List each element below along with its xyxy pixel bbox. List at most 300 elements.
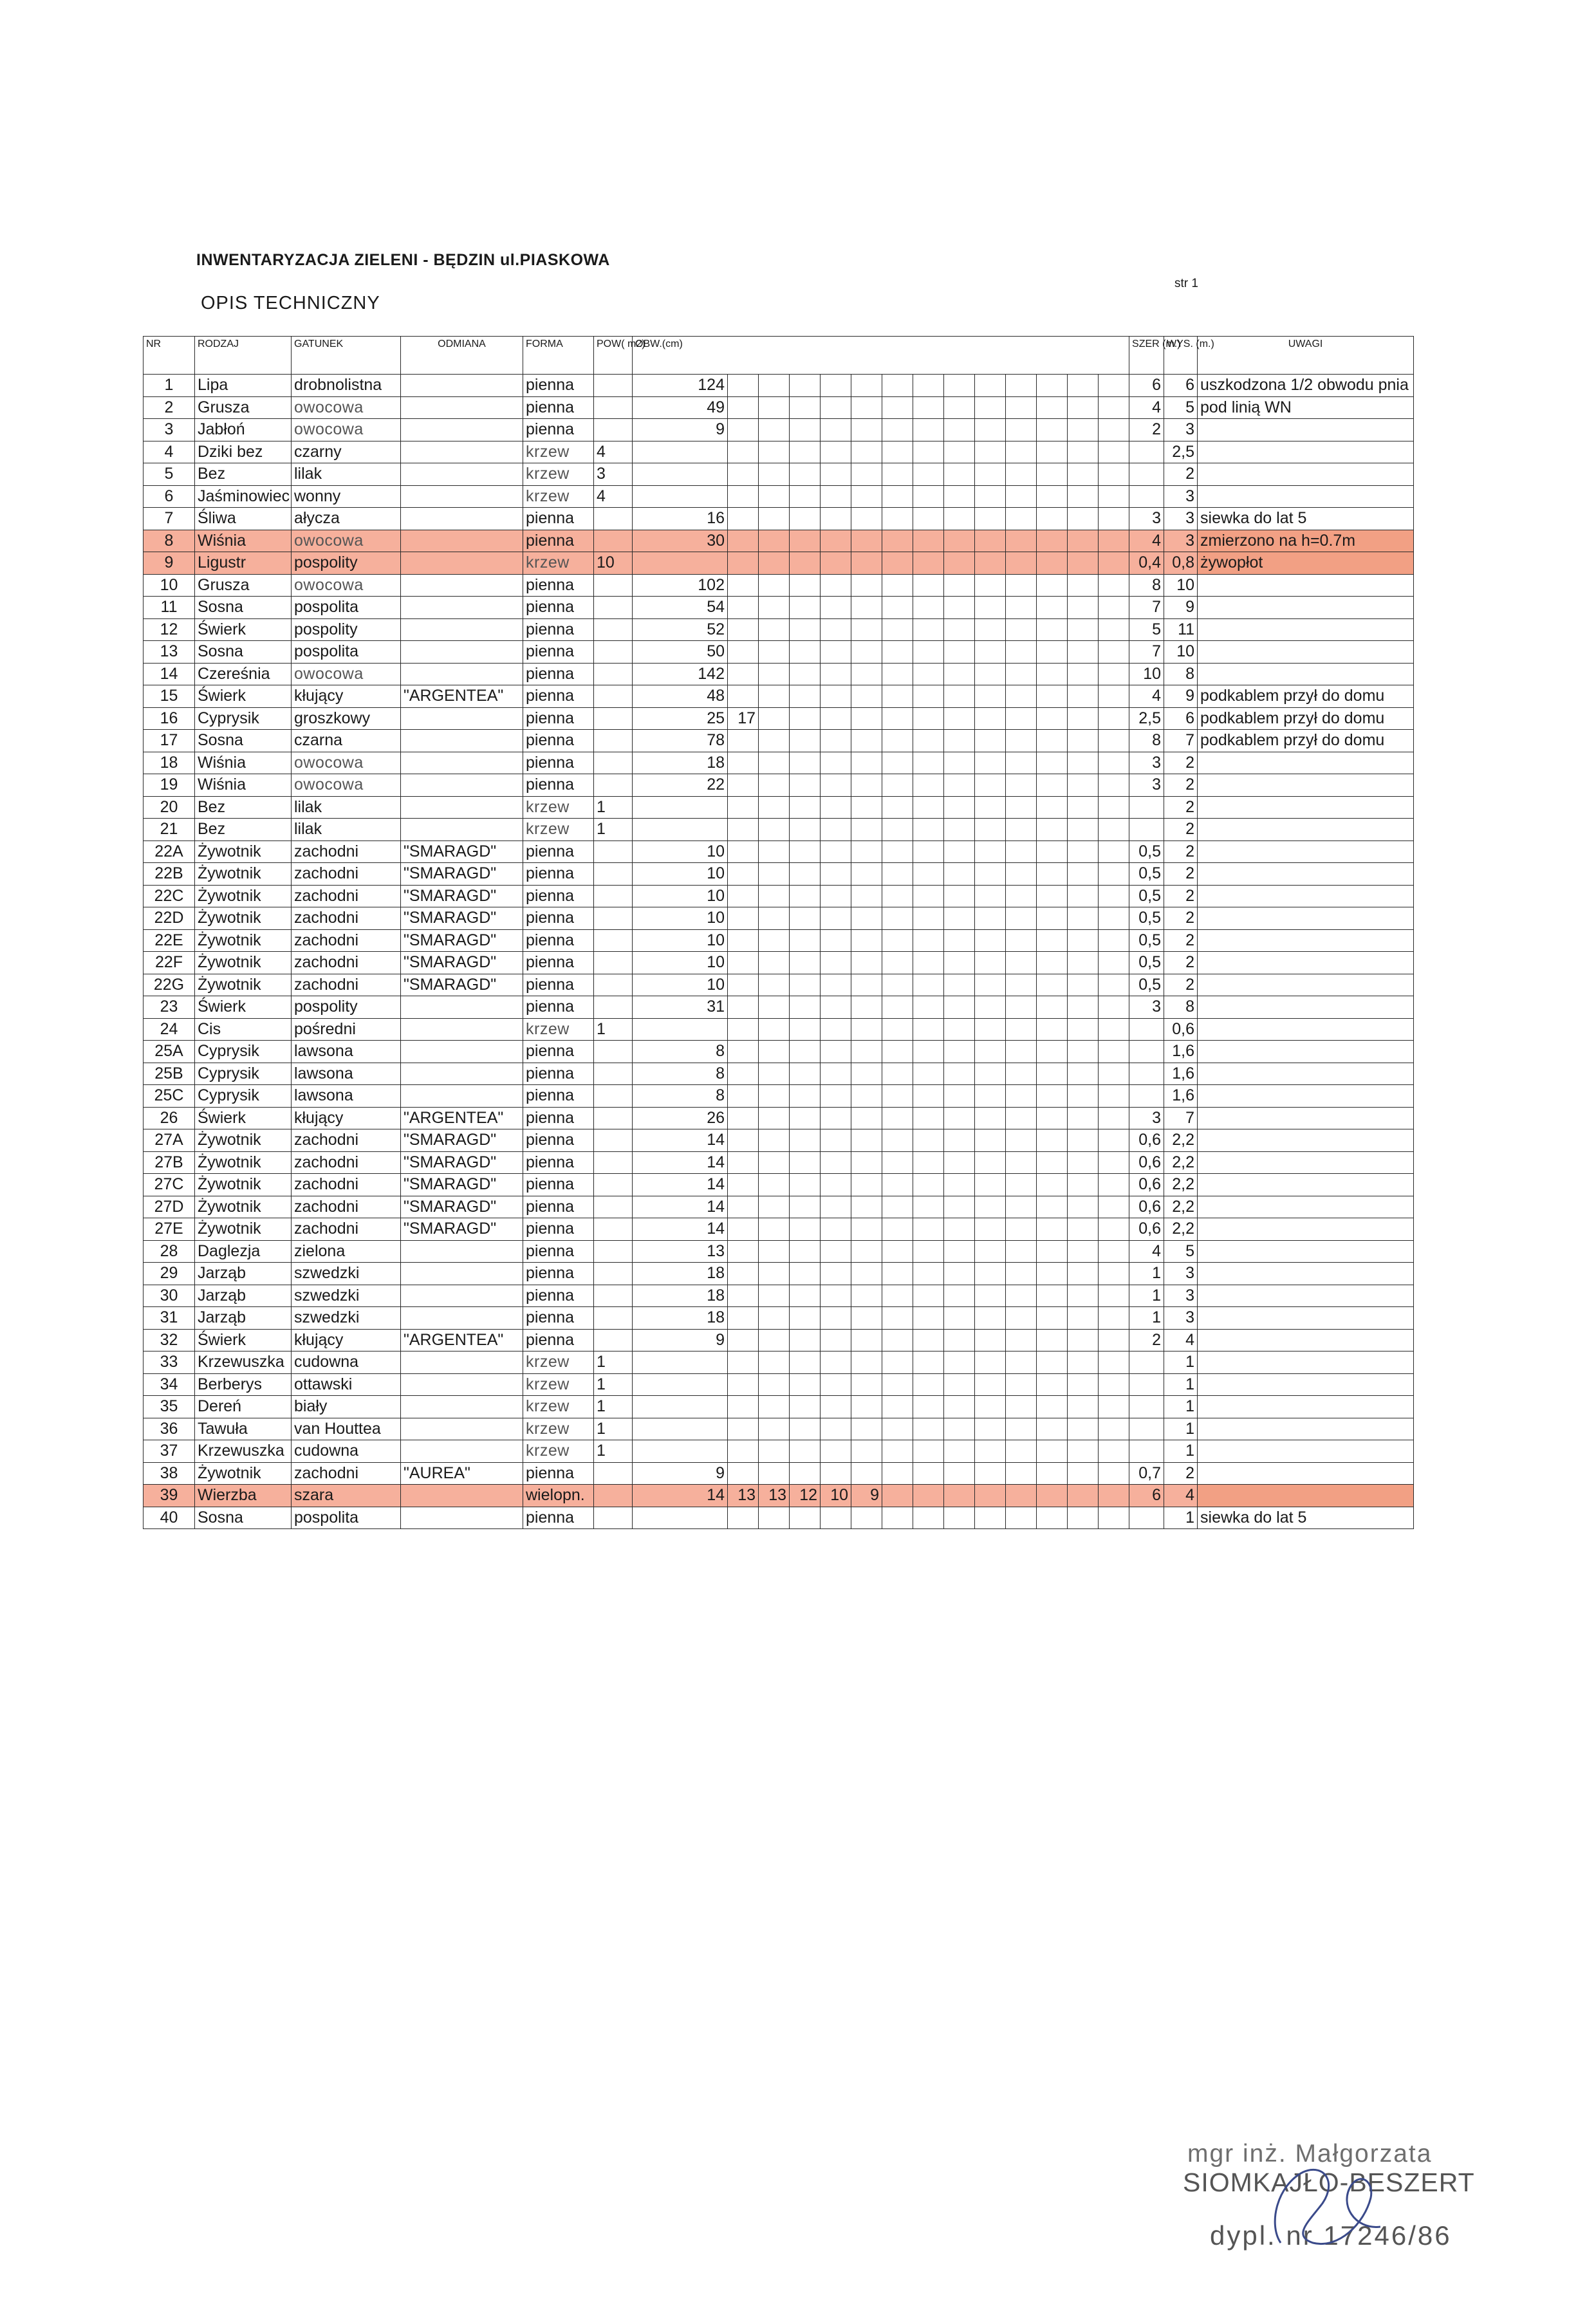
cell-szer: 0,5: [1129, 952, 1164, 974]
cell-forma: pienna: [523, 841, 594, 863]
cell-obw: [975, 1018, 1006, 1041]
cell-obw: [1037, 1018, 1068, 1041]
cell-obw: [944, 508, 975, 530]
cell-obw: [944, 574, 975, 597]
cell-szer: 4: [1129, 396, 1164, 419]
cell-obw: [1006, 885, 1037, 907]
table-row: [144, 752, 1414, 774]
cell-szer: 0,4: [1129, 552, 1164, 575]
cell-rodzaj: Sosna: [195, 1507, 292, 1529]
cell-obw: [1099, 1285, 1129, 1307]
cell-uwagi: [1198, 1018, 1414, 1041]
cell-wys: 3: [1164, 1285, 1198, 1307]
cell-obw: [944, 1240, 975, 1263]
cell-obw: [821, 530, 851, 552]
cell-pow: [594, 1151, 633, 1174]
cell-obw: [1006, 841, 1037, 863]
cell-forma: pienna: [523, 1307, 594, 1330]
cell-obw: [821, 752, 851, 774]
cell-obw: [944, 663, 975, 685]
cell-szer: 0,5: [1129, 929, 1164, 952]
cell-obw: [821, 1041, 851, 1063]
table-row: [144, 707, 1414, 730]
cell-obw: [790, 1373, 821, 1396]
cell-obw: [1068, 1507, 1099, 1529]
cell-szer: 0,6: [1129, 1174, 1164, 1196]
cell-wys: 2,2: [1164, 1151, 1198, 1174]
cell-obw: [944, 1129, 975, 1152]
cell-obw: [728, 552, 759, 575]
cell-obw: [1037, 1329, 1068, 1351]
cell-rodzaj: Cyprysik: [195, 1041, 292, 1063]
cell-pow: [594, 618, 633, 641]
cell-uwagi: podkablem przył do domu: [1198, 685, 1414, 708]
cell-obw: [1099, 375, 1129, 397]
cell-obw: [759, 1329, 790, 1351]
cell-obw: [944, 1085, 975, 1108]
cell-obw: [913, 1351, 944, 1374]
cell-obw: [913, 1485, 944, 1507]
cell-obw: [944, 396, 975, 419]
cell-obw: [1068, 508, 1099, 530]
cell-obw: [728, 841, 759, 863]
cell-gatunek: kłujący: [292, 1107, 401, 1129]
cell-obw: [1099, 730, 1129, 752]
cell-gatunek: zachodni: [292, 929, 401, 952]
cell-nr: 20: [144, 796, 195, 819]
cell-obw: [728, 974, 759, 996]
cell-obw: [913, 730, 944, 752]
cell-obw: [851, 1507, 882, 1529]
table-row: [144, 441, 1414, 463]
cell-obw: [1006, 663, 1037, 685]
cell-obw: [759, 1507, 790, 1529]
cell-obw: [882, 929, 913, 952]
cell-obw: [851, 1462, 882, 1485]
cell-obw: [913, 1263, 944, 1285]
cell-nr: 23: [144, 996, 195, 1019]
cell-odmiana: [401, 641, 523, 664]
cell-obw: [759, 863, 790, 886]
cell-gatunek: pośredni: [292, 1018, 401, 1041]
cell-szer: [1129, 1440, 1164, 1463]
cell-obw: [790, 796, 821, 819]
cell-obw: [913, 863, 944, 886]
cell-obw: [728, 1396, 759, 1418]
cell-odmiana: [401, 574, 523, 597]
cell-obw: [633, 441, 728, 463]
cell-obw: [882, 841, 913, 863]
cell-obw: [851, 952, 882, 974]
cell-nr: 34: [144, 1373, 195, 1396]
cell-obw: [1068, 1440, 1099, 1463]
table-row: [144, 974, 1414, 996]
cell-obw: [1037, 752, 1068, 774]
cell-obw: [975, 1218, 1006, 1241]
table-row: [144, 841, 1414, 863]
cell-wys: 0,8: [1164, 552, 1198, 575]
cell-obw: [1006, 1041, 1037, 1063]
cell-nr: 21: [144, 819, 195, 841]
cell-pow: [594, 375, 633, 397]
cell-szer: 3: [1129, 774, 1164, 797]
cell-obw: [1006, 1196, 1037, 1218]
cell-wys: 7: [1164, 730, 1198, 752]
cell-obw: [913, 663, 944, 685]
cell-odmiana: "SMARAGD": [401, 929, 523, 952]
cell-wys: 5: [1164, 396, 1198, 419]
cell-uwagi: [1198, 929, 1414, 952]
cell-obw: [913, 929, 944, 952]
cell-obw: [1037, 1240, 1068, 1263]
cell-obw: [1099, 929, 1129, 952]
cell-obw: [790, 730, 821, 752]
cell-obw: [790, 1507, 821, 1529]
cell-pow: 1: [594, 1396, 633, 1418]
cell-odmiana: "SMARAGD": [401, 841, 523, 863]
table-row: [144, 508, 1414, 530]
cell-wys: 3: [1164, 419, 1198, 441]
table-row: [144, 1462, 1414, 1485]
cell-forma: pienna: [523, 996, 594, 1019]
cell-uwagi: [1198, 1373, 1414, 1396]
cell-uwagi: [1198, 1107, 1414, 1129]
cell-szer: [1129, 485, 1164, 508]
cell-obw: [759, 952, 790, 974]
cell-obw: [633, 1018, 728, 1041]
cell-szer: [1129, 1351, 1164, 1374]
cell-obw: [1068, 1240, 1099, 1263]
cell-nr: 14: [144, 663, 195, 685]
cell-forma: pienna: [523, 885, 594, 907]
cell-obw: [790, 375, 821, 397]
cell-obw: [790, 1285, 821, 1307]
cell-wys: 2: [1164, 463, 1198, 486]
cell-obw: [944, 1151, 975, 1174]
cell-obw: [633, 1507, 728, 1529]
cell-rodzaj: Wiśnia: [195, 774, 292, 797]
cell-obw: [821, 1507, 851, 1529]
cell-obw: [944, 1174, 975, 1196]
cell-nr: 40: [144, 1507, 195, 1529]
cell-obw: [821, 463, 851, 486]
cell-obw: [882, 1373, 913, 1396]
table-row: [144, 1174, 1414, 1196]
cell-obw: [1006, 752, 1037, 774]
cell-obw: [944, 1373, 975, 1396]
cell-obw: [851, 1373, 882, 1396]
cell-szer: 5: [1129, 618, 1164, 641]
cell-obw: [728, 618, 759, 641]
cell-forma: krzew: [523, 485, 594, 508]
cell-obw: [821, 974, 851, 996]
cell-obw: [1068, 1218, 1099, 1241]
cell-obw: [728, 730, 759, 752]
cell-szer: [1129, 1085, 1164, 1108]
cell-obw: [821, 1085, 851, 1108]
cell-obw: [944, 485, 975, 508]
cell-obw: [1068, 1018, 1099, 1041]
cell-nr: 25A: [144, 1041, 195, 1063]
cell-obw: [975, 1507, 1006, 1529]
cell-obw: [790, 1307, 821, 1330]
cell-obw: [944, 419, 975, 441]
cell-obw: [1099, 752, 1129, 774]
cell-rodzaj: Cyprysik: [195, 707, 292, 730]
cell-obw: [975, 907, 1006, 930]
cell-obw: [1099, 663, 1129, 685]
cell-obw: [790, 996, 821, 1019]
cell-gatunek: biały: [292, 1396, 401, 1418]
cell-obw: [1006, 1263, 1037, 1285]
cell-wys: 2: [1164, 863, 1198, 886]
cell-obw: [1006, 774, 1037, 797]
cell-odmiana: "ARGENTEA": [401, 685, 523, 708]
cell-rodzaj: Tawuła: [195, 1418, 292, 1440]
cell-obw: [851, 463, 882, 486]
cell-obw: [944, 952, 975, 974]
cell-obw: [728, 1196, 759, 1218]
cell-forma: krzew: [523, 1418, 594, 1440]
cell-obw: [975, 1240, 1006, 1263]
cell-obw: [1006, 974, 1037, 996]
cell-forma: krzew: [523, 1373, 594, 1396]
cell-obw: [1068, 1285, 1099, 1307]
cell-szer: 7: [1129, 641, 1164, 664]
cell-obw: [759, 1240, 790, 1263]
cell-uwagi: podkablem przył do domu: [1198, 707, 1414, 730]
cell-obw: 14: [633, 1218, 728, 1241]
cell-odmiana: [401, 597, 523, 619]
cell-obw: [1006, 463, 1037, 486]
cell-obw: [913, 774, 944, 797]
table-row: [144, 1307, 1414, 1330]
cell-obw: [1037, 774, 1068, 797]
cell-obw: [913, 1107, 944, 1129]
cell-obw: [913, 907, 944, 930]
cell-obw: [882, 774, 913, 797]
cell-obw: [1068, 1373, 1099, 1396]
cell-rodzaj: Żywotnik: [195, 1129, 292, 1152]
cell-obw: [851, 996, 882, 1019]
cell-wys: 4: [1164, 1329, 1198, 1351]
cell-obw: [1037, 885, 1068, 907]
header-odmiana: ODMIANA: [401, 337, 523, 375]
cell-obw: [821, 1285, 851, 1307]
cell-obw: [759, 996, 790, 1019]
cell-obw: [1099, 1351, 1129, 1374]
cell-rodzaj: Lipa: [195, 375, 292, 397]
cell-obw: [944, 841, 975, 863]
cell-obw: [1006, 597, 1037, 619]
cell-pow: [594, 1307, 633, 1330]
cell-obw: [1099, 819, 1129, 841]
cell-obw: [1037, 907, 1068, 930]
cell-forma: pienna: [523, 907, 594, 930]
cell-obw: [759, 1263, 790, 1285]
cell-obw: [1068, 1263, 1099, 1285]
cell-obw: [790, 641, 821, 664]
cell-pow: [594, 863, 633, 886]
cell-nr: 2: [144, 396, 195, 419]
cell-nr: 22E: [144, 929, 195, 952]
cell-obw: [728, 597, 759, 619]
cell-obw: [851, 530, 882, 552]
cell-obw: [975, 463, 1006, 486]
cell-wys: 7: [1164, 1107, 1198, 1129]
cell-rodzaj: Jarząb: [195, 1285, 292, 1307]
cell-obw: [759, 752, 790, 774]
cell-obw: [790, 841, 821, 863]
cell-obw: [944, 618, 975, 641]
cell-szer: 10: [1129, 663, 1164, 685]
cell-obw: [759, 375, 790, 397]
cell-obw: [944, 1041, 975, 1063]
cell-obw: [1099, 774, 1129, 797]
cell-obw: [1099, 574, 1129, 597]
cell-pow: [594, 1240, 633, 1263]
cell-obw: [1037, 508, 1068, 530]
cell-obw: 9: [633, 419, 728, 441]
cell-rodzaj: Świerk: [195, 996, 292, 1019]
cell-pow: [594, 685, 633, 708]
cell-obw: [882, 974, 913, 996]
cell-obw: [728, 375, 759, 397]
cell-obw: [1099, 1329, 1129, 1351]
cell-obw: [728, 796, 759, 819]
cell-obw: [944, 1462, 975, 1485]
cell-obw: 102: [633, 574, 728, 597]
cell-obw: [913, 485, 944, 508]
cell-obw: [851, 1396, 882, 1418]
cell-szer: 8: [1129, 574, 1164, 597]
cell-rodzaj: Krzewuszka: [195, 1440, 292, 1463]
cell-obw: [1006, 419, 1037, 441]
table-row: [144, 1440, 1414, 1463]
cell-forma: pienna: [523, 574, 594, 597]
cell-obw: [851, 663, 882, 685]
cell-obw: [790, 907, 821, 930]
cell-gatunek: owocowa: [292, 663, 401, 685]
cell-obw: [851, 508, 882, 530]
cell-obw: [913, 796, 944, 819]
cell-obw: [790, 1063, 821, 1085]
cell-gatunek: zachodni: [292, 1196, 401, 1218]
cell-obw: [913, 1462, 944, 1485]
cell-obw: 48: [633, 685, 728, 708]
cell-obw: [728, 1063, 759, 1085]
cell-obw: [1068, 1329, 1099, 1351]
cell-obw: [851, 774, 882, 797]
cell-uwagi: [1198, 752, 1414, 774]
cell-obw: [1037, 1396, 1068, 1418]
cell-obw: 50: [633, 641, 728, 664]
cell-odmiana: [401, 1018, 523, 1041]
cell-obw: [759, 618, 790, 641]
cell-forma: pienna: [523, 1085, 594, 1108]
cell-obw: [851, 1107, 882, 1129]
cell-odmiana: [401, 1485, 523, 1507]
cell-obw: [790, 485, 821, 508]
cell-gatunek: cudowna: [292, 1351, 401, 1374]
cell-obw: [1006, 618, 1037, 641]
cell-nr: 29: [144, 1263, 195, 1285]
cell-forma: pienna: [523, 707, 594, 730]
cell-rodzaj: Bez: [195, 463, 292, 486]
cell-pow: [594, 419, 633, 441]
cell-obw: 10: [633, 974, 728, 996]
cell-obw: [728, 1018, 759, 1041]
cell-obw: [975, 1063, 1006, 1085]
cell-obw: [633, 1396, 728, 1418]
cell-obw: [882, 863, 913, 886]
cell-obw: [821, 1218, 851, 1241]
cell-pow: [594, 530, 633, 552]
cell-obw: [913, 1018, 944, 1041]
cell-obw: [759, 597, 790, 619]
cell-obw: [882, 685, 913, 708]
cell-obw: [1068, 574, 1099, 597]
cell-obw: [759, 974, 790, 996]
cell-obw: [882, 707, 913, 730]
cell-obw: [975, 929, 1006, 952]
cell-obw: [790, 552, 821, 575]
table-row: [144, 996, 1414, 1019]
cell-obw: [851, 485, 882, 508]
cell-gatunek: lawsona: [292, 1063, 401, 1085]
cell-obw: [882, 1462, 913, 1485]
cell-uwagi: [1198, 574, 1414, 597]
cell-obw: [728, 1507, 759, 1529]
cell-nr: 7: [144, 508, 195, 530]
cell-uwagi: [1198, 1396, 1414, 1418]
cell-obw: [975, 419, 1006, 441]
cell-obw: [944, 375, 975, 397]
cell-gatunek: lilak: [292, 796, 401, 819]
cell-obw: [1099, 1196, 1129, 1218]
cell-obw: [633, 1351, 728, 1374]
cell-obw: [1037, 1285, 1068, 1307]
cell-wys: 2: [1164, 974, 1198, 996]
cell-wys: 1: [1164, 1440, 1198, 1463]
cell-obw: 9: [633, 1462, 728, 1485]
table-row: [144, 907, 1414, 930]
cell-obw: [759, 1085, 790, 1108]
cell-obw: [1099, 641, 1129, 664]
cell-pow: [594, 929, 633, 952]
cell-szer: [1129, 1018, 1164, 1041]
cell-obw: [882, 730, 913, 752]
cell-pow: 4: [594, 441, 633, 463]
cell-pow: [594, 707, 633, 730]
cell-forma: pienna: [523, 1174, 594, 1196]
cell-obw: [851, 796, 882, 819]
cell-obw: [728, 663, 759, 685]
cell-szer: 0,5: [1129, 863, 1164, 886]
cell-rodzaj: Berberys: [195, 1373, 292, 1396]
cell-obw: [882, 1063, 913, 1085]
cell-obw: [759, 796, 790, 819]
cell-obw: [821, 375, 851, 397]
cell-obw: [633, 796, 728, 819]
table-row: [144, 929, 1414, 952]
cell-forma: krzew: [523, 796, 594, 819]
cell-obw: [1006, 1485, 1037, 1507]
cell-obw: [851, 1196, 882, 1218]
cell-wys: 10: [1164, 641, 1198, 664]
cell-obw: [1037, 1196, 1068, 1218]
cell-obw: [1006, 1351, 1037, 1374]
